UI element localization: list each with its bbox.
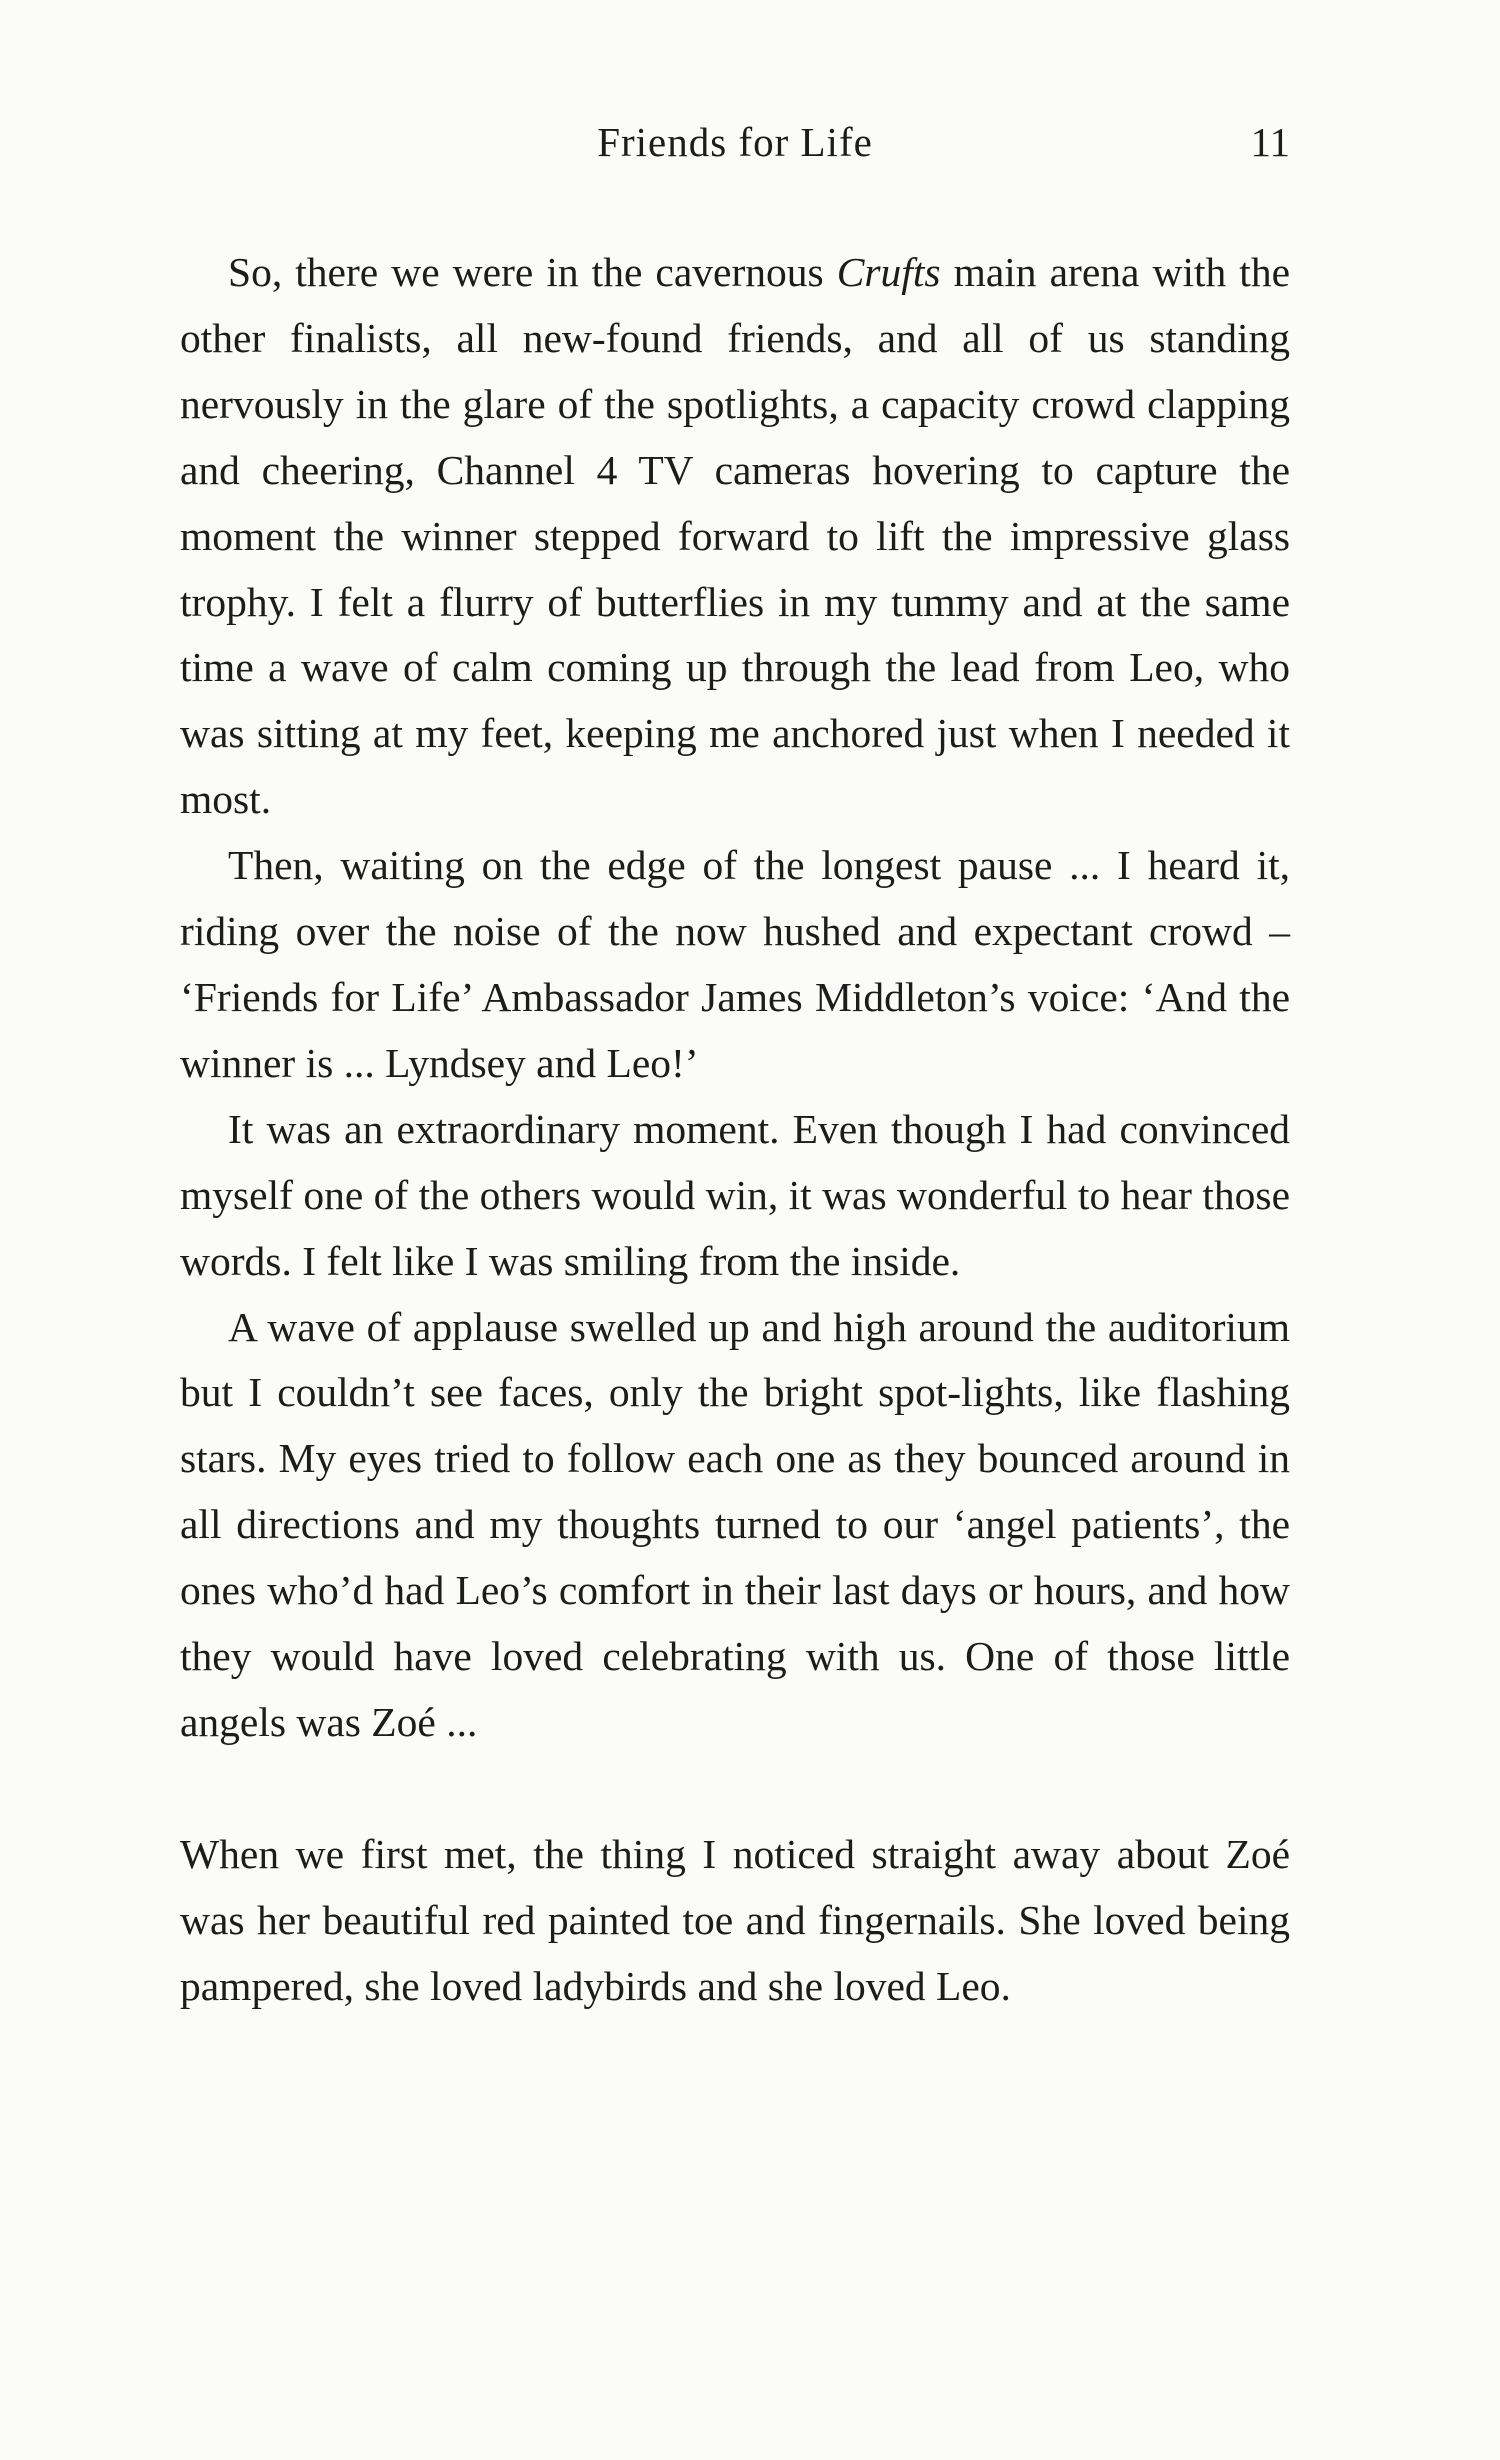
paragraph-1 bbox=[180, 240, 1290, 833]
paragraph-4: A wave of applause swelled up and high around the auditorium but I couldn’t see faces, only the bright spot-lights, like flashing stars. My eyes tried to follow each one as they bounced around in all directions and my thoughts turned to our ‘angel patients’, the ones who’d had Leo’s comfort in their last days or hours, and how they would have loved celebrating with us. One of those little angels was Zoé ... bbox=[180, 1303, 1290, 1745]
running-head bbox=[180, 112, 1290, 172]
paragraph-2: Then, waiting on the edge of the longest pause ... I heard it, riding over the noise of the now hushed and expectant crowd – ‘Friends for Life’ Ambassador James Middleton’s voice: ‘And the winner is ... Lyndsey and Leo!’ bbox=[180, 842, 1290, 1086]
running-title: Friends for Life bbox=[597, 119, 873, 165]
page-number: 11 bbox=[1250, 119, 1290, 165]
paragraph-1-rest: main arena with the other finalists, all new-found friends, and all of us standing nervously in the glare of the spotlights, a capacity crowd clapping and cheering, Channel 4 TV cameras hovering to capture the moment the winner stepped forward to lift the impressive glass trophy. I felt a flurry of butterflies in my tummy and at the same time a wave of calm coming up through the lead from Leo, who was sitting at my feet, keeping me anchored just when I needed it most. bbox=[180, 249, 1290, 823]
crufts-italic: Crufts bbox=[836, 249, 941, 295]
paragraph-1-start: So, there we were in the cavernous bbox=[228, 249, 837, 295]
paragraph-3: It was an extraordinary moment. Even though I had convinced myself one of the others would win, it was wonderful to hear those words. I felt like I was smiling from the inside. bbox=[180, 1105, 1290, 1284]
body-text bbox=[180, 240, 1290, 2020]
paragraph-5: When we first met, the thing I noticed straight away about Zoé was her beautiful red painted toe and fingernails. She loved being pampered, she loved ladybirds and she loved Leo. bbox=[180, 1830, 1290, 2009]
section-break bbox=[180, 1756, 1290, 1822]
